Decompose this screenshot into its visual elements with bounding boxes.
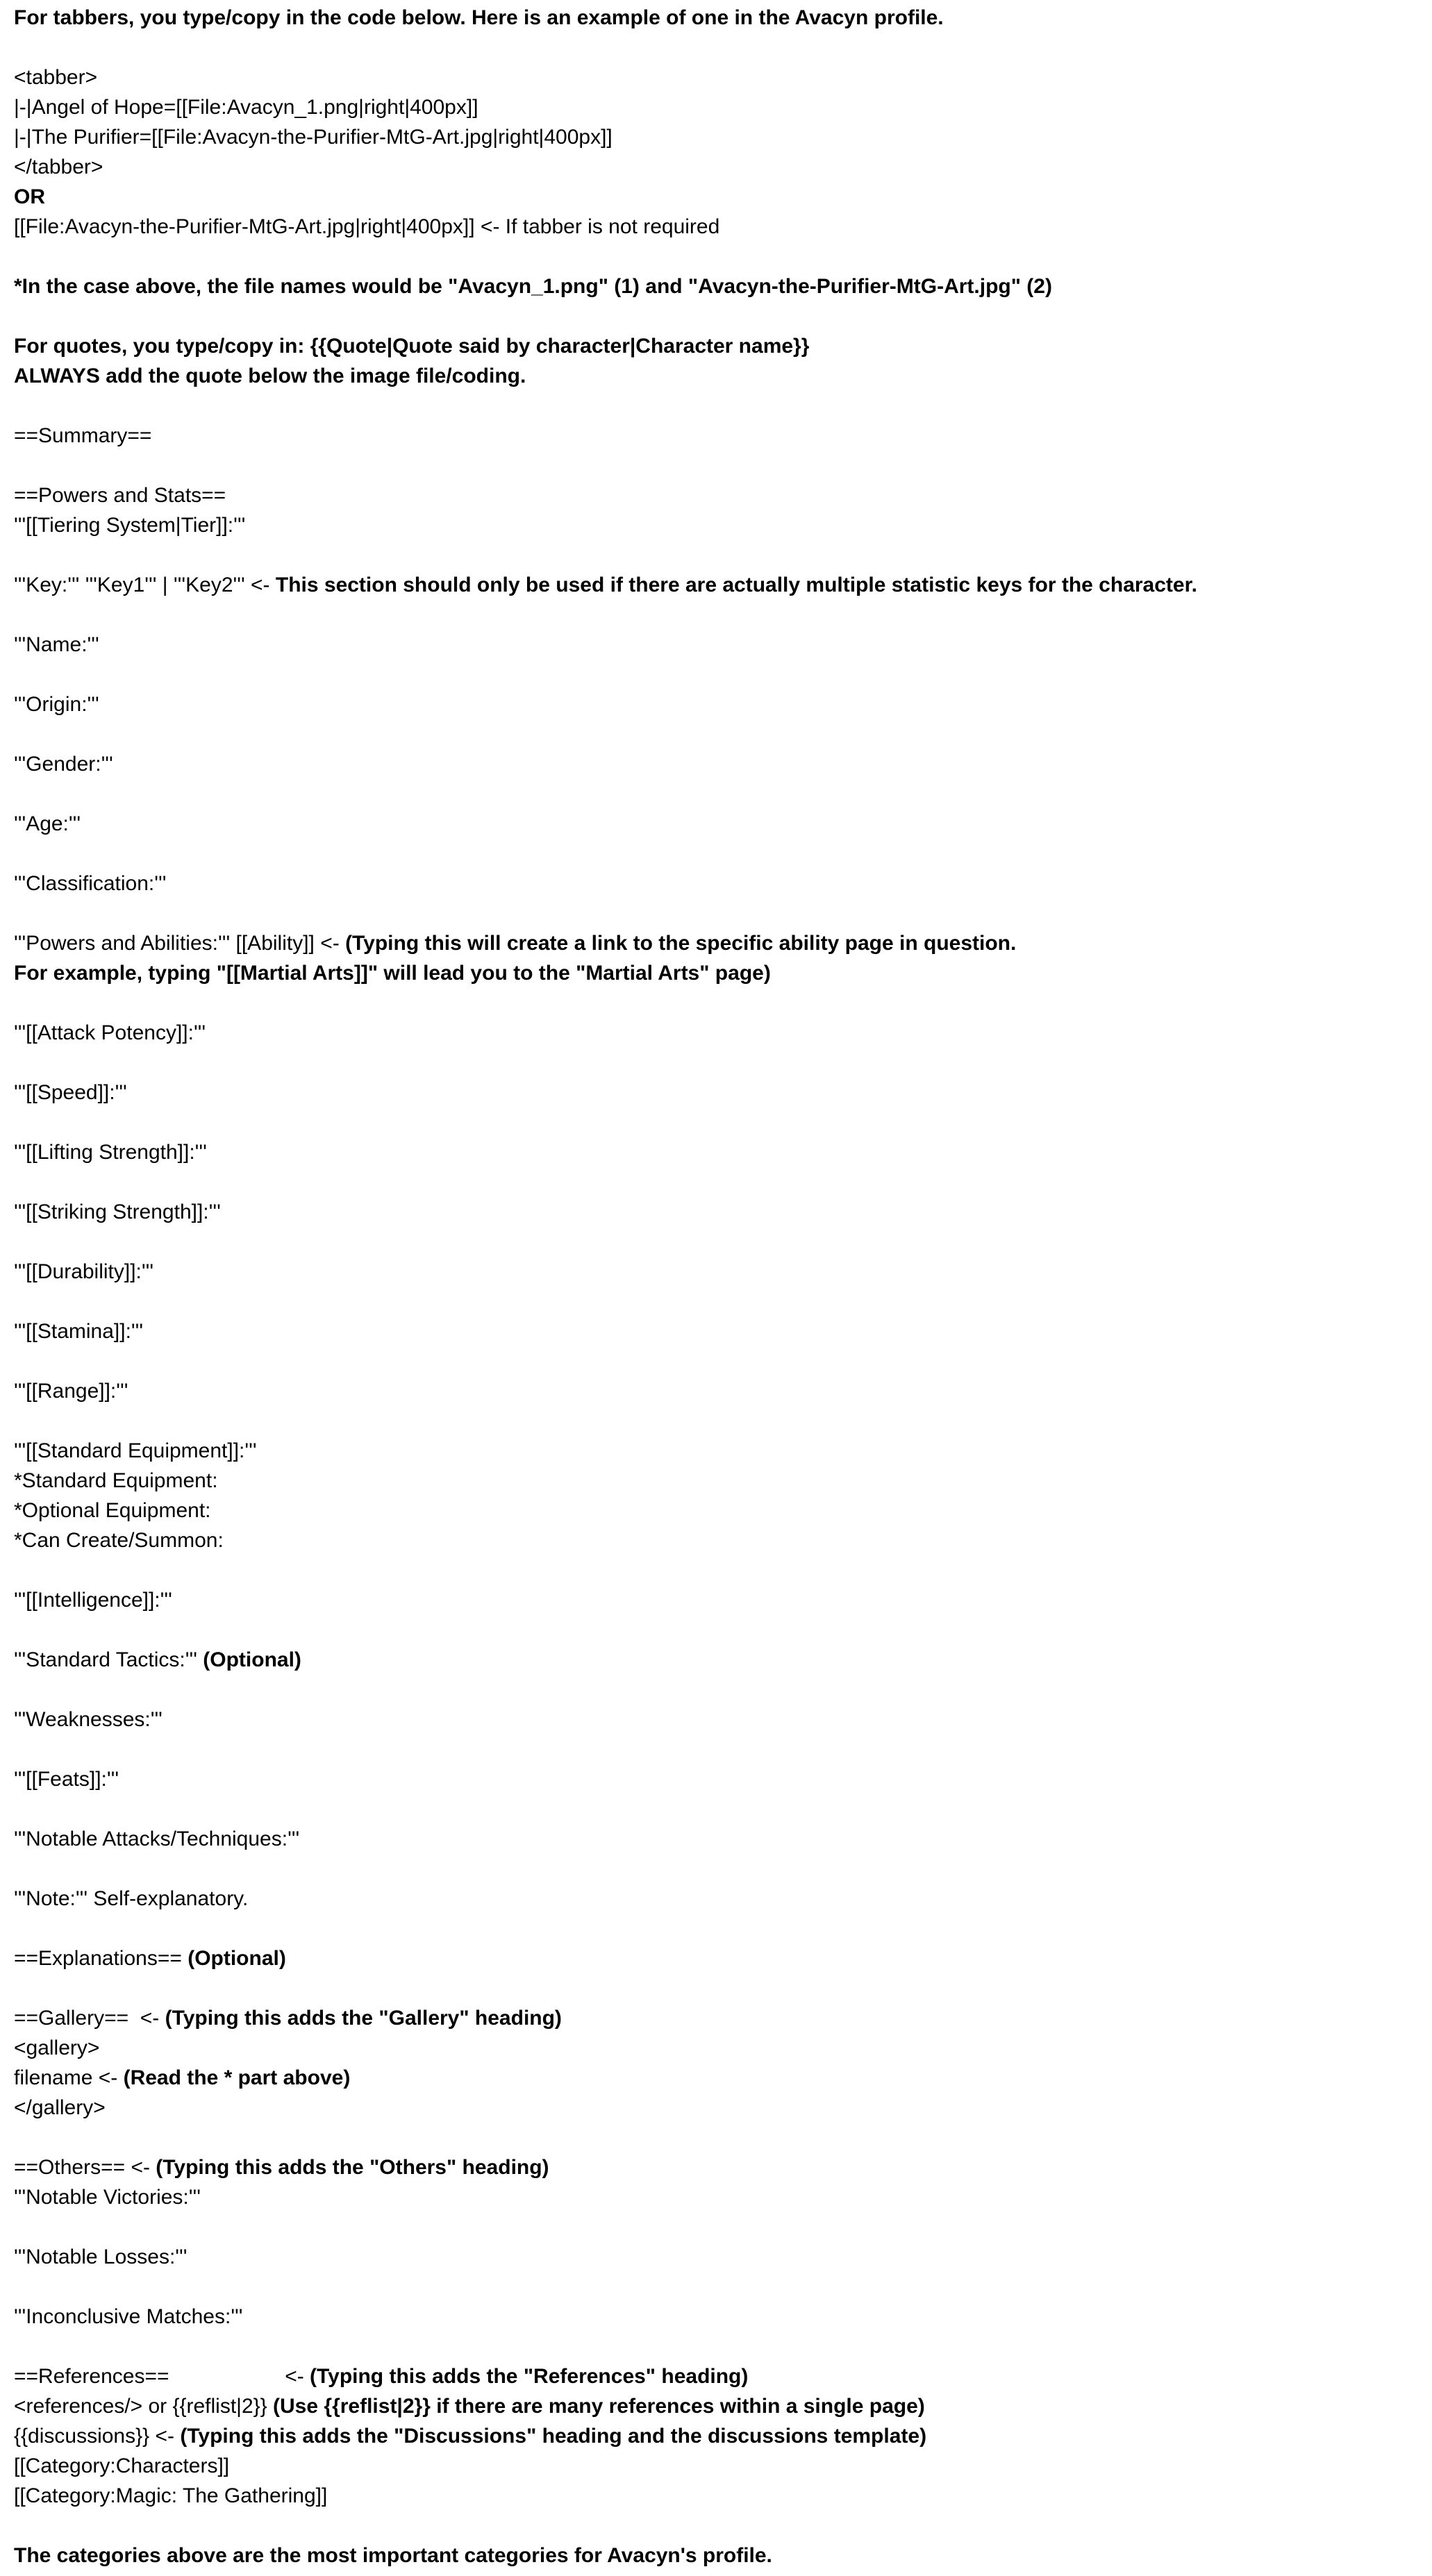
text-segment: '''Notable Attacks/Techniques:''' xyxy=(14,1828,300,1850)
text-line xyxy=(14,2033,1432,2063)
text-segment: [[Category:Magic: The Gathering]] xyxy=(14,2484,328,2507)
text-line xyxy=(14,1973,1432,2003)
text-line xyxy=(14,689,1432,719)
text-line xyxy=(14,600,1432,630)
text-segment: </tabber> xyxy=(14,156,103,178)
text-line xyxy=(14,1346,1432,1376)
bold-text-segment: This section should only be used if there are actually multiple statistic keys for the character. xyxy=(275,574,1197,596)
text-line xyxy=(14,1466,1432,1496)
text-line xyxy=(14,1615,1432,1645)
text-line xyxy=(14,1525,1432,1555)
text-segment: |-|The Purifier=[[File:Avacyn-the-Purifier-MtG-Art.jpg|right|400px]] xyxy=(14,126,613,149)
text-segment: '''Standard Tactics:''' xyxy=(14,1648,203,1671)
text-line xyxy=(14,1107,1432,1137)
text-segment: ==Explanations== xyxy=(14,1947,188,1970)
text-line xyxy=(14,331,1432,361)
text-line xyxy=(14,2272,1432,2302)
text-line xyxy=(14,749,1432,779)
text-segment: '''[[Striking Strength]]:''' xyxy=(14,1201,221,1223)
text-line xyxy=(14,1854,1432,1884)
text-line xyxy=(14,1824,1432,1854)
text-segment: '''[[Speed]]:''' xyxy=(14,1081,127,1104)
text-segment: <gallery> xyxy=(14,2036,100,2059)
text-segment: '''Name:''' xyxy=(14,633,99,656)
text-line xyxy=(14,1675,1432,1705)
bold-text-segment: (Use {{reflist|2}} if there are many references within a single page) xyxy=(273,2395,925,2418)
text-line xyxy=(14,1705,1432,1734)
text-line xyxy=(14,2361,1432,2391)
text-line xyxy=(14,1436,1432,1466)
text-line xyxy=(14,2511,1432,2541)
text-line xyxy=(14,92,1432,122)
text-line xyxy=(14,630,1432,660)
bold-text-segment: (Optional) xyxy=(203,1648,301,1671)
text-line xyxy=(14,301,1432,331)
text-segment: [[File:Avacyn-the-Purifier-MtG-Art.jpg|right|400px]] <- If tabber is not required xyxy=(14,215,720,238)
text-segment: '''Origin:''' xyxy=(14,693,99,716)
text-line xyxy=(14,1496,1432,1525)
text-line xyxy=(14,2063,1432,2093)
text-segment: ==Others== <- xyxy=(14,2156,156,2179)
text-segment: |-|Angel of Hope=[[File:Avacyn_1.png|right|400px]] xyxy=(14,96,478,119)
text-line xyxy=(14,122,1432,152)
text-line xyxy=(14,1316,1432,1346)
bold-text-segment: (Optional) xyxy=(188,1947,286,1970)
bold-text-segment: For tabbers, you type/copy in the code below. Here is an example of one in the Avacyn profile. xyxy=(14,6,944,29)
text-segment: '''Age:''' xyxy=(14,812,81,835)
text-segment: [[Category:Characters]] xyxy=(14,2454,230,2477)
text-segment: *Standard Equipment: xyxy=(14,1469,218,1492)
text-line xyxy=(14,2421,1432,2451)
bold-text-segment: For quotes, you type/copy in: {{Quote|Quote said by character|Character name}} xyxy=(14,335,810,358)
text-line xyxy=(14,2302,1432,2332)
text-line xyxy=(14,1078,1432,1107)
text-segment: '''[[Range]]:''' xyxy=(14,1380,128,1403)
text-segment: *Can Create/Summon: xyxy=(14,1529,224,1552)
text-line xyxy=(14,2242,1432,2272)
bold-text-segment: For example, typing "[[Martial Arts]]" will lead you to the "Martial Arts" page) xyxy=(14,962,771,985)
text-line xyxy=(14,3,1432,33)
bold-text-segment: *In the case above, the file names would be "Avacyn_1.png" (1) and "Avacyn-the-Purifier-MtG-Art.jpg" (2) xyxy=(14,275,1052,298)
bold-text-segment: (Read the * part above) xyxy=(123,2066,351,2089)
text-segment: '''[[Feats]]:''' xyxy=(14,1768,119,1791)
text-line xyxy=(14,1137,1432,1167)
text-line xyxy=(14,1376,1432,1406)
text-line xyxy=(14,2451,1432,2481)
bold-text-segment: (Typing this adds the "Others" heading) xyxy=(156,2156,549,2179)
text-line xyxy=(14,480,1432,510)
text-line xyxy=(14,2182,1432,2212)
text-segment: ==Powers and Stats== xyxy=(14,484,226,507)
text-segment: ==Gallery== <- xyxy=(14,2007,165,2030)
text-line xyxy=(14,958,1432,988)
bold-text-segment: The categories above are the most important categories for Avacyn's profile. xyxy=(14,2544,772,2567)
bold-text-segment: (Typing this adds the "References" heading) xyxy=(310,2365,749,2388)
text-segment: '''[[Tiering System|Tier]]:''' xyxy=(14,514,246,537)
text-line xyxy=(14,540,1432,570)
text-line xyxy=(14,212,1432,242)
bold-text-segment: (Typing this adds the "Discussions" heading and the discussions template) xyxy=(180,2425,927,2448)
text-segment: '''Inconclusive Matches:''' xyxy=(14,2305,243,2328)
text-line xyxy=(14,928,1432,958)
text-line xyxy=(14,2152,1432,2182)
text-line xyxy=(14,421,1432,451)
text-segment: {{discussions}} <- xyxy=(14,2425,181,2448)
text-line xyxy=(14,1884,1432,1914)
text-line xyxy=(14,2541,1432,2570)
text-line xyxy=(14,1764,1432,1794)
text-segment: '''Powers and Abilities:''' [[Ability]] <- xyxy=(14,932,346,955)
text-line xyxy=(14,1555,1432,1585)
text-line xyxy=(14,719,1432,749)
text-segment: '''Key:''' '''Key1''' | '''Key2''' <- xyxy=(14,574,276,596)
text-segment: <tabber> xyxy=(14,66,98,89)
text-line xyxy=(14,182,1432,212)
bold-text-segment: OR xyxy=(14,185,45,208)
text-line xyxy=(14,2003,1432,2033)
text-segment: '''Note:''' Self-explanatory. xyxy=(14,1887,249,1910)
text-segment: '''Weaknesses:''' xyxy=(14,1708,163,1731)
text-line xyxy=(14,62,1432,92)
text-line xyxy=(14,1406,1432,1436)
text-line xyxy=(14,152,1432,182)
text-segment: '''[[Stamina]]:''' xyxy=(14,1320,144,1343)
text-line xyxy=(14,570,1432,600)
text-segment: '''Notable Victories:''' xyxy=(14,2186,201,2209)
text-line xyxy=(14,660,1432,689)
text-line xyxy=(14,1914,1432,1943)
text-line xyxy=(14,1734,1432,1764)
text-line xyxy=(14,898,1432,928)
text-line xyxy=(14,2123,1432,2152)
text-line xyxy=(14,1257,1432,1287)
text-line xyxy=(14,779,1432,809)
text-line xyxy=(14,242,1432,271)
text-line xyxy=(14,33,1432,62)
text-line xyxy=(14,2481,1432,2511)
text-line xyxy=(14,2391,1432,2421)
text-segment: </gallery> xyxy=(14,2096,106,2119)
bold-text-segment: (Typing this will create a link to the specific ability page in question. xyxy=(345,932,1017,955)
text-segment: *Optional Equipment: xyxy=(14,1499,211,1522)
text-line xyxy=(14,271,1432,301)
text-line xyxy=(14,1794,1432,1824)
text-segment: <references/> or {{reflist|2}} xyxy=(14,2395,274,2418)
text-segment: '''[[Attack Potency]]:''' xyxy=(14,1021,206,1044)
text-line xyxy=(14,1167,1432,1197)
text-line xyxy=(14,1287,1432,1316)
text-segment: '''[[Durability]]:''' xyxy=(14,1260,154,1283)
bold-text-segment: (Typing this adds the "Gallery" heading) xyxy=(165,2007,562,2030)
text-segment: '''Classification:''' xyxy=(14,872,167,895)
text-line xyxy=(14,1018,1432,1048)
text-line xyxy=(14,391,1432,421)
text-line xyxy=(14,1048,1432,1078)
text-line xyxy=(14,2332,1432,2361)
text-line xyxy=(14,2212,1432,2242)
text-line xyxy=(14,510,1432,540)
text-segment: '''[[Standard Equipment]]:''' xyxy=(14,1439,257,1462)
text-segment: '''[[Lifting Strength]]:''' xyxy=(14,1141,207,1164)
text-line xyxy=(14,1645,1432,1675)
text-line xyxy=(14,839,1432,869)
text-line xyxy=(14,2093,1432,2123)
text-segment: ==References== <- xyxy=(14,2365,310,2388)
text-line xyxy=(14,1197,1432,1227)
text-line xyxy=(14,1585,1432,1615)
bold-text-segment: ALWAYS add the quote below the image file/coding. xyxy=(14,365,526,387)
text-line xyxy=(14,809,1432,839)
text-line xyxy=(14,988,1432,1018)
text-line xyxy=(14,1943,1432,1973)
text-line xyxy=(14,451,1432,480)
text-segment: filename <- xyxy=(14,2066,124,2089)
text-segment: '''[[Intelligence]]:''' xyxy=(14,1589,172,1612)
text-segment: '''Gender:''' xyxy=(14,753,113,776)
text-segment: ==Summary== xyxy=(14,424,152,447)
text-line xyxy=(14,869,1432,898)
text-line xyxy=(14,361,1432,391)
text-line xyxy=(14,1227,1432,1257)
text-segment: '''Notable Losses:''' xyxy=(14,2245,188,2268)
